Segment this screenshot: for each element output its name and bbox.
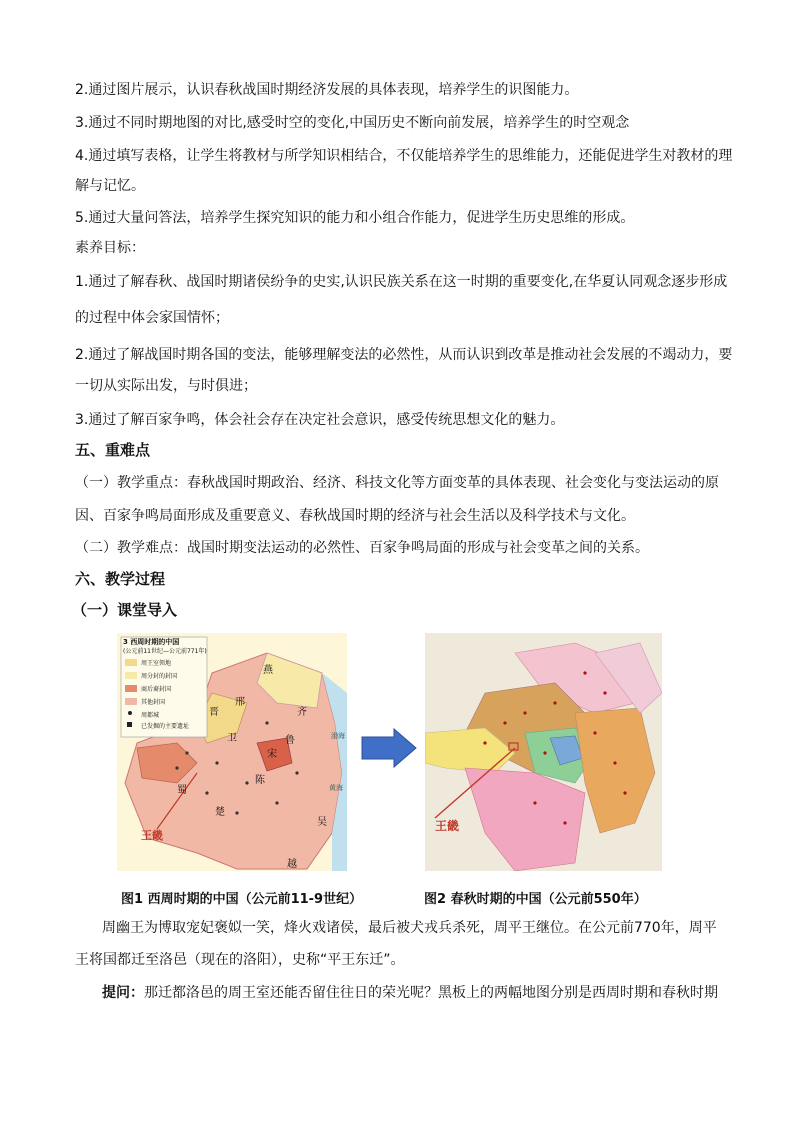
literacy-line-1b: 的过程中体会家国情怀； <box>75 310 229 326</box>
map1-legend-item: 其他封国 <box>141 699 166 706</box>
map1-label-jin: 晋 <box>209 707 219 718</box>
goal-line-3: 3.通过不同时期地图的对比,感受时空的变化,中国历史不断向前发展，培养学生的时空观念 <box>75 115 630 131</box>
map1-label-qi: 齐 <box>297 707 307 718</box>
map1-label-shu: 蜀 <box>177 785 187 796</box>
map1-label-yue: 越 <box>287 859 297 870</box>
map1-label-yan: 燕 <box>263 665 273 676</box>
literacy-goal-heading: 素养目标： <box>75 240 145 256</box>
map1-label-chu: 楚 <box>215 807 225 818</box>
intro-paragraph-line-1: 周幽王为博取宠妃褒姒一笑，烽火戏诸侯，最后被犬戎兵杀死，周平王继位。在公元前770年，周平 <box>102 920 717 936</box>
goal-line-4: 4.通过填写表格，让学生将教材与所学知识相结合，不仅能培养学生的思维能力，还能促进学生对教材的理 <box>75 148 733 164</box>
intro-paragraph-line-2: 王将国都迁至洛邑（现在的洛阳），史称“平王东迁”。 <box>75 952 405 968</box>
section6-sub-heading: （一）课堂导入 <box>72 601 178 619</box>
section5-heading: 五、重难点 <box>75 441 151 459</box>
literacy-line-2b: 一切从实际出发，与时俱进； <box>75 378 257 394</box>
map1-label-bohai: 渤海 <box>331 732 345 740</box>
map1-label-royal-domain: 王畿 <box>141 829 163 842</box>
map1-label-wu: 吴 <box>317 817 327 828</box>
key-point-line-2: 因、百家争鸣局面形成及重要意义、春秋战国时期的经济与社会生活以及科学技术与文化。 <box>75 508 635 524</box>
map1-label-yellow-sea: 黄海 <box>329 784 343 792</box>
literacy-line-2: 2.通过了解战国时期各国的变法，能够理解变法的必然性，从而认识到改革是推动社会发展的不竭动力，要 <box>75 347 733 363</box>
map1-label-xing: 邢 <box>235 697 245 708</box>
spring-autumn-map <box>425 633 662 871</box>
map1-label-chen: 陈 <box>255 775 265 786</box>
difficult-point-line: （二）教学难点：战国时期变法运动的必然性、百家争鸣局面的形成与社会变革之间的关系。 <box>75 540 649 556</box>
map1-legend-item: 周都城 <box>141 712 160 719</box>
map2-label-royal-domain: 王畿 <box>435 819 460 833</box>
question-line <box>102 983 718 1003</box>
question-label: 提问： <box>102 985 144 1001</box>
map1-legend-title: 3 西周时期的中国 <box>123 638 180 646</box>
goal-line-4b: 解与记忆。 <box>75 178 145 194</box>
figure1-caption: 图1 西周时期的中国（公元前11-9世纪） <box>121 892 363 907</box>
map1-label-song: 宋 <box>267 749 277 760</box>
western-zhou-map <box>117 633 347 871</box>
arrow-icon <box>360 727 418 769</box>
map1-legend-item: 已发掘的主要遗址 <box>141 723 190 730</box>
map1-legend-item: 周分封的封国 <box>141 673 178 680</box>
map1-legend-subtitle: (公元前11世纪—公元前771年) <box>123 648 207 655</box>
key-point-line-1: （一）教学重点：春秋战国时期政治、经济、科技文化等方面变革的具体表现、社会变化与变法运动的原 <box>75 475 719 491</box>
goal-line-2: 2.通过图片展示，认识春秋战国时期经济发展的具体表现，培养学生的识图能力。 <box>75 82 579 98</box>
map1-legend-item: 周王室领地 <box>141 660 172 667</box>
map1-legend-item: 商后裔封国 <box>141 686 172 693</box>
question-text: 那迁都洛邑的周王室还能否留住往日的荣光呢？黑板上的两幅地图分别是西周时期和春秋时期 <box>144 985 718 1001</box>
map1-label-lu: 鲁 <box>285 735 295 746</box>
goal-line-5: 5.通过大量问答法，培养学生探究知识的能力和小组合作能力，促进学生历史思维的形成。 <box>75 210 635 226</box>
map1-label-wei: 卫 <box>227 733 237 744</box>
literacy-line-3: 3.通过了解百家争鸣，体会社会存在决定社会意识，感受传统思想文化的魅力。 <box>75 412 565 428</box>
section6-heading: 六、教学过程 <box>75 570 166 588</box>
figure2-caption: 图2 春秋时期的中国（公元前550年） <box>424 892 647 907</box>
literacy-line-1: 1.通过了解春秋、战国时期诸侯纷争的史实,认识民族关系在这一时期的重要变化,在华夏认同观念逐步形成 <box>75 274 728 290</box>
